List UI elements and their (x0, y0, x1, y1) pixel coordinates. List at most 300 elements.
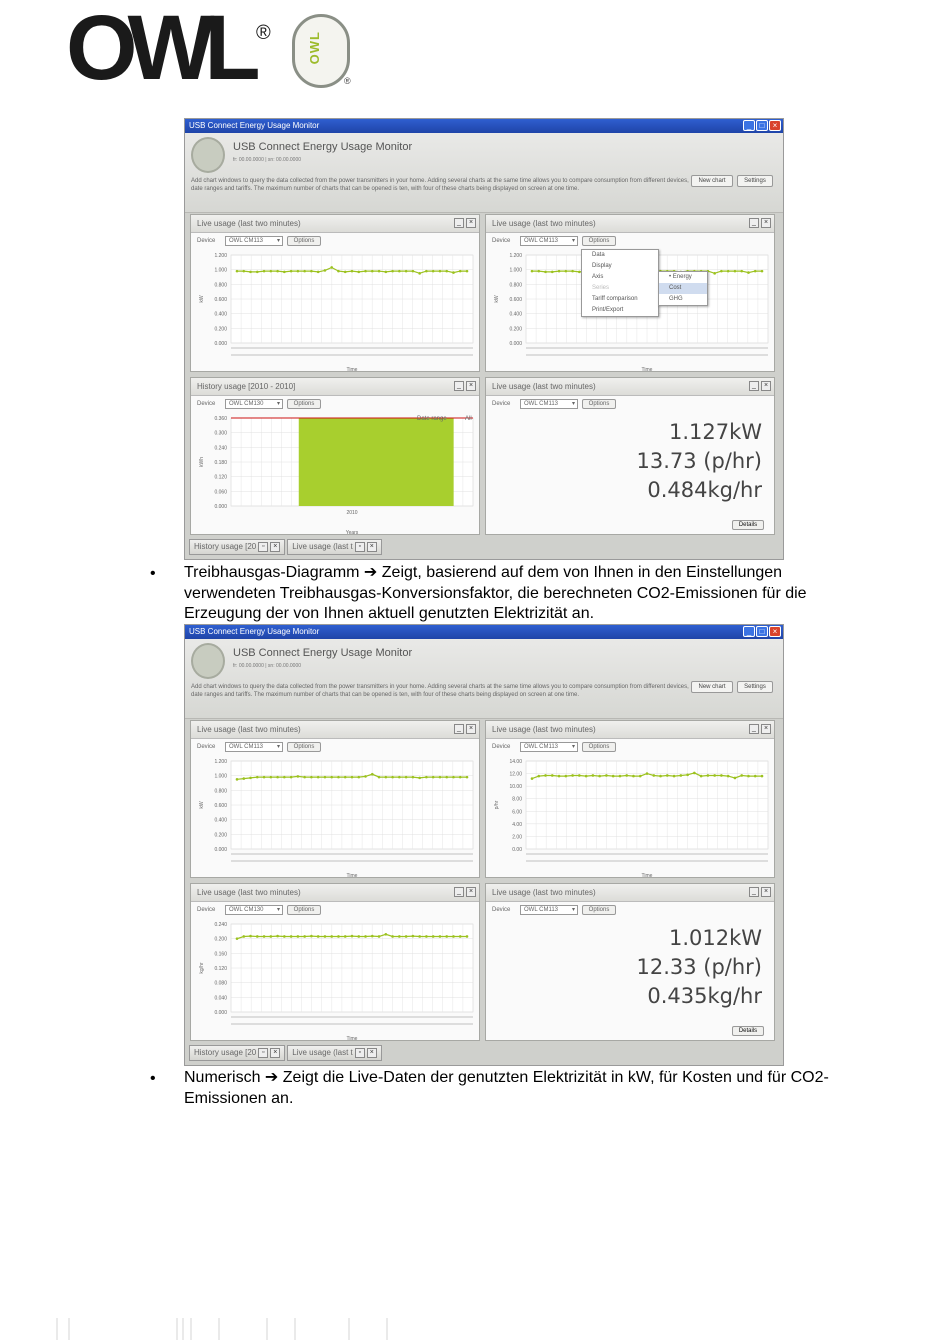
y-tick-label: 1.200 (214, 759, 227, 765)
data-point (686, 774, 689, 777)
owl-app-icon (191, 643, 225, 679)
device-label: Device (492, 401, 511, 407)
y-tick-label: 1.000 (214, 773, 227, 780)
data-point (236, 270, 239, 273)
data-point (357, 935, 360, 938)
data-point (571, 270, 574, 273)
restore-icon[interactable]: ▫ (355, 1048, 365, 1058)
device-select[interactable] (520, 399, 578, 409)
screenshot-app-window-2 (184, 624, 784, 1066)
y-tick-label: 0.080 (214, 980, 227, 987)
numeric-readout: 1.012kW (668, 926, 762, 950)
data-point (544, 271, 547, 274)
bullet-term-1: Treibhausgas-Diagramm (184, 564, 360, 581)
data-point (256, 271, 259, 274)
y-tick-label: 1.000 (509, 267, 522, 274)
panel-controls (454, 724, 476, 734)
panel-minimize-icon[interactable]: _ (749, 218, 759, 228)
chevron-down-icon: ▾ (571, 744, 575, 750)
data-point (283, 271, 286, 274)
y-tick-label: 0.000 (214, 341, 227, 347)
data-point (439, 935, 442, 938)
data-point (330, 776, 333, 779)
data-point (405, 270, 408, 273)
data-point (303, 270, 306, 273)
device-row (486, 741, 774, 755)
data-point (459, 270, 462, 273)
y-tick-label: 14.00 (509, 759, 522, 765)
data-point (236, 778, 239, 781)
submenu-item[interactable] (659, 272, 707, 283)
x-tick-labels-row (526, 860, 768, 862)
data-point (673, 775, 676, 778)
device-select[interactable] (520, 236, 578, 246)
x-axis-label: Years (345, 530, 359, 536)
panel-close-icon[interactable]: × (761, 887, 771, 897)
menu-item[interactable]: Data (592, 252, 605, 258)
data-point (263, 935, 266, 938)
data-point (425, 270, 428, 273)
y-axis-label: kW (494, 295, 500, 303)
x-tick-labels-row (526, 354, 768, 356)
options-button[interactable]: Options (582, 742, 616, 752)
data-point (337, 935, 340, 938)
window-controls (743, 626, 781, 637)
panel-minimize-icon[interactable]: _ (454, 724, 464, 734)
menu-item[interactable]: Series (592, 285, 610, 291)
panel-minimize-icon[interactable]: _ (749, 724, 759, 734)
panel-title: Live usage (last two minutes) (492, 382, 596, 391)
y-tick-label: 0.600 (509, 297, 522, 303)
data-point (652, 774, 655, 777)
details-button[interactable]: Details (732, 520, 764, 530)
device-select[interactable] (225, 905, 283, 915)
data-point (270, 935, 273, 938)
y-tick-label: 0.200 (214, 326, 227, 333)
submenu-item[interactable] (659, 283, 707, 294)
x-axis-label: Time (346, 1036, 358, 1042)
owl-logo (60, 0, 360, 99)
data-point (330, 935, 333, 938)
options-button[interactable]: Options (582, 905, 616, 915)
close-icon[interactable]: × (769, 120, 781, 131)
arrow-icon: ➔ (363, 564, 378, 581)
window-titlebar (185, 119, 783, 133)
chart-taskbar (189, 1045, 382, 1061)
device-label: Device (197, 238, 216, 244)
x-tick-labels-row (231, 347, 473, 349)
logo-badge-icon (292, 14, 350, 88)
panel-header (191, 721, 479, 739)
options-button[interactable]: Options (582, 236, 616, 246)
panel-header (486, 378, 774, 396)
owl-app-icon (191, 137, 225, 173)
x-tick-labels-row (526, 853, 768, 855)
data-point (317, 271, 320, 274)
app-version: fr: 00.00.0000 | sn: 00.00.0000 (233, 157, 302, 163)
y-tick-label: 2.00 (512, 834, 522, 841)
numeric-readout: 0.435kg/hr (647, 984, 762, 1008)
data-point (544, 774, 547, 777)
chart-panel (485, 377, 775, 535)
bullet-mark-1: • (150, 565, 156, 582)
device-row (486, 398, 774, 412)
data-point (646, 772, 649, 775)
device-row (486, 235, 774, 249)
device-label: Device (492, 238, 511, 244)
device-select-value: OWL CM130 (229, 907, 264, 913)
device-label: Device (197, 744, 216, 750)
y-tick-label: 0.200 (214, 832, 227, 839)
data-point (290, 270, 293, 273)
device-label: Device (492, 907, 511, 913)
device-label: Device (492, 744, 511, 750)
data-point (357, 271, 360, 274)
footer-decoration (50, 1318, 450, 1340)
chevron-down-icon: ▾ (571, 401, 575, 407)
panel-close-icon[interactable]: × (466, 381, 476, 391)
options-button[interactable]: Options (287, 905, 321, 915)
y-tick-label: 0.000 (214, 504, 227, 510)
restore-icon[interactable]: ▫ (258, 542, 268, 552)
panel-minimize-icon[interactable]: _ (454, 887, 464, 897)
date-range-label: Date range (417, 416, 447, 422)
device-row (191, 235, 479, 249)
y-tick-label: 1.200 (509, 253, 522, 259)
panel-close-icon[interactable]: × (761, 218, 771, 228)
new-chart-button[interactable]: New chart (691, 175, 733, 187)
tab-close-icon[interactable]: × (367, 542, 377, 552)
data-point (565, 775, 568, 778)
data-point (537, 270, 540, 273)
data-point (565, 270, 568, 273)
data-point (391, 776, 394, 779)
panel-close-icon[interactable]: × (466, 724, 476, 734)
data-point (270, 776, 273, 779)
data-point (713, 272, 716, 275)
y-axis-label: kg/hr (199, 962, 205, 974)
device-row (191, 398, 479, 412)
y-tick-label: 4.00 (512, 821, 522, 828)
x-tick-labels-row (231, 354, 473, 356)
y-tick-label: 0.200 (214, 936, 227, 943)
y-tick-label: 0.600 (214, 803, 227, 809)
data-point (452, 935, 455, 938)
window-titlebar (185, 625, 783, 639)
logo-wordmark: OWL (66, 0, 251, 99)
data-point (592, 774, 595, 777)
x-axis-label: Time (641, 367, 653, 373)
data-point (337, 270, 340, 273)
data-point (270, 270, 273, 273)
data-point (324, 269, 327, 272)
device-select-value: OWL CM113 (524, 401, 559, 407)
app-version: fr: 00.00.0000 | sn: 00.00.0000 (233, 663, 302, 669)
numeric-readout: 1.127kW (668, 420, 762, 444)
y-tick-label: 0.300 (214, 430, 227, 437)
device-select-value: OWL CM113 (524, 238, 559, 244)
data-point (693, 772, 696, 775)
x-tick-labels-row (231, 853, 473, 855)
chevron-down-icon: ▾ (276, 238, 280, 244)
panel-minimize-icon[interactable]: _ (454, 381, 464, 391)
options-button[interactable]: Options (287, 236, 321, 246)
data-point (459, 935, 462, 938)
minimize-icon[interactable]: _ (743, 120, 755, 131)
data-point (625, 774, 628, 777)
menu-item[interactable]: Print/Export (592, 307, 624, 313)
chart-panel (485, 883, 775, 1041)
data-point (351, 270, 354, 273)
data-point (558, 270, 561, 273)
data-point (242, 777, 245, 780)
data-point (439, 270, 442, 273)
chart-panel (190, 883, 480, 1041)
panel-title: Live usage (last two minutes) (492, 725, 596, 734)
panel-header (191, 215, 479, 233)
panel-title: Live usage (last two minutes) (197, 725, 301, 734)
menu-item[interactable]: Display (592, 263, 612, 269)
app-header (185, 133, 783, 213)
data-point (425, 935, 428, 938)
data-point (297, 270, 300, 273)
menu-item[interactable]: Axis (592, 274, 604, 280)
data-point (391, 270, 394, 273)
data-point (263, 270, 266, 273)
screenshot-app-window-1 (184, 118, 784, 560)
data-point (558, 775, 561, 778)
logo-badge-text: OWL (307, 31, 322, 65)
device-label: Device (197, 907, 216, 913)
tab-close-icon[interactable]: × (367, 1048, 377, 1058)
data-point (344, 776, 347, 779)
device-label: Device (197, 401, 216, 407)
numeric-readout: 12.33 (p/hr) (636, 955, 762, 979)
device-select[interactable] (225, 742, 283, 752)
data-point (585, 775, 588, 778)
data-point (659, 775, 662, 778)
panel-header (486, 215, 774, 233)
data-point (761, 270, 764, 273)
y-tick-label: 0.360 (214, 416, 227, 422)
data-point (357, 776, 360, 779)
options-button[interactable]: Options (287, 399, 321, 409)
y-tick-label: 0.180 (214, 460, 227, 466)
y-tick-label: 0.240 (214, 445, 227, 452)
data-point (412, 270, 415, 273)
panel-title: Live usage (last two minutes) (197, 888, 301, 897)
data-point (371, 270, 374, 273)
data-point (747, 271, 750, 274)
new-chart-button[interactable]: New chart (691, 681, 733, 693)
data-point (242, 270, 245, 273)
data-point (571, 774, 574, 777)
y-tick-label: 0.000 (214, 1010, 227, 1016)
x-tick-labels-row (526, 347, 768, 349)
data-point (734, 270, 737, 273)
data-point (466, 270, 469, 273)
settings-button[interactable]: Settings (737, 175, 773, 187)
window-controls (743, 120, 781, 131)
data-point (290, 935, 293, 938)
panel-minimize-icon[interactable]: _ (749, 887, 759, 897)
submenu-item[interactable] (659, 294, 707, 305)
device-select-value: OWL CM113 (524, 744, 559, 750)
window-title: USB Connect Energy Usage Monitor (189, 121, 320, 130)
data-point (531, 270, 534, 273)
y-axis-label: kWh (199, 457, 205, 467)
panel-close-icon[interactable]: × (761, 381, 771, 391)
device-select-value: OWL CM113 (524, 907, 559, 913)
data-point (754, 775, 757, 778)
device-select[interactable] (520, 905, 578, 915)
panel-title: Live usage (last two minutes) (492, 888, 596, 897)
panel-minimize-icon[interactable]: _ (454, 218, 464, 228)
bar (299, 418, 454, 506)
chevron-down-icon: ▾ (571, 907, 575, 913)
taskbar-tab[interactable] (287, 1045, 381, 1061)
chart-taskbar (189, 539, 382, 555)
device-row (191, 904, 479, 918)
data-point (432, 270, 435, 273)
device-select[interactable] (225, 399, 283, 409)
y-tick-label: 0.060 (214, 489, 227, 496)
data-point (317, 776, 320, 779)
y-tick-label: 8.00 (512, 796, 522, 803)
panel-controls (749, 218, 771, 228)
data-point (707, 774, 710, 777)
x-tick-labels-row (231, 1016, 473, 1018)
logo-badge-registered-mark: ® (344, 76, 351, 86)
close-icon[interactable]: × (769, 626, 781, 637)
chart-panel (485, 214, 775, 372)
minimize-icon[interactable]: _ (743, 626, 755, 637)
y-tick-label: 0.800 (214, 282, 227, 289)
device-select[interactable] (520, 742, 578, 752)
data-point (666, 774, 669, 777)
x-tick-labels-row (231, 1023, 473, 1025)
data-point (445, 935, 448, 938)
data-point (713, 774, 716, 777)
data-point (364, 935, 367, 938)
data-point (256, 935, 259, 938)
panel-close-icon[interactable]: × (466, 887, 476, 897)
data-point (720, 774, 723, 777)
y-tick-label: 0.800 (509, 282, 522, 289)
tab-close-icon[interactable]: × (270, 1048, 280, 1058)
details-button[interactable]: Details (732, 1026, 764, 1036)
device-select-value: OWL CM113 (229, 744, 264, 750)
options-button[interactable]: Options (582, 399, 616, 409)
taskbar-tab[interactable] (189, 1045, 285, 1061)
data-point (459, 776, 462, 779)
panel-controls (454, 887, 476, 897)
app-title: USB Connect Energy Usage Monitor (233, 141, 413, 153)
y-axis-label: p/hr (494, 800, 500, 810)
device-select[interactable] (225, 236, 283, 246)
y-axis-label: kW (199, 295, 205, 303)
y-tick-label: 0.400 (509, 311, 522, 318)
data-point (432, 776, 435, 779)
x-axis-label: Time (346, 873, 358, 879)
data-point (412, 776, 415, 779)
restore-icon[interactable]: ▫ (258, 1048, 268, 1058)
tab-close-icon[interactable]: × (270, 542, 280, 552)
panel-controls (749, 724, 771, 734)
bullet-desc-1: Zeigt, basierend auf dem von Ihnen in den Einstellungen verwendeten Treibhausgas-Konversionsfaktor, die berechneten CO2-Emissionen für die Erzeugung der von Ihnen aktuell genutzten Elektrizität an. (184, 564, 807, 622)
data-point (344, 271, 347, 274)
app-title: USB Connect Energy Usage Monitor (233, 647, 413, 659)
numeric-readout: 13.73 (p/hr) (636, 449, 762, 473)
data-point (405, 935, 408, 938)
app-header (185, 639, 783, 719)
panel-close-icon[interactable]: × (466, 218, 476, 228)
y-tick-label: 0.160 (214, 951, 227, 958)
submenu-item-label: Cost (669, 285, 682, 291)
panel-title: Live usage (last two minutes) (197, 219, 301, 228)
y-tick-label: 1.200 (214, 253, 227, 259)
x-axis-label: Time (641, 873, 653, 879)
data-point (639, 775, 642, 778)
data-point (371, 935, 374, 938)
data-point (391, 935, 394, 938)
data-point (720, 270, 723, 273)
data-point (398, 935, 401, 938)
data-point (439, 776, 442, 779)
options-button[interactable]: Options (287, 742, 321, 752)
data-point (761, 775, 764, 778)
menu-item[interactable]: Tariff comparison (592, 296, 638, 302)
panel-controls (454, 381, 476, 391)
options-dropdown-menu (581, 249, 659, 317)
data-point (385, 271, 388, 274)
data-point (754, 270, 757, 273)
date-range-value[interactable]: All (465, 416, 472, 422)
logo-registered-mark: ® (256, 22, 271, 44)
data-point (337, 776, 340, 779)
panel-close-icon[interactable]: × (761, 724, 771, 734)
y-tick-label: 0.200 (509, 326, 522, 333)
taskbar-tab-label: History usage [20 (194, 542, 257, 551)
y-tick-label: 0.240 (214, 922, 227, 928)
data-point (351, 776, 354, 779)
data-point (276, 270, 279, 273)
settings-button[interactable]: Settings (737, 681, 773, 693)
data-point (330, 266, 333, 269)
arrow-icon: ➔ (264, 1069, 279, 1086)
chart-panel (190, 377, 480, 535)
bullet-mark-2: • (150, 1070, 156, 1087)
maximize-icon[interactable]: □ (756, 120, 768, 131)
data-point (256, 776, 259, 779)
taskbar-tab[interactable] (189, 539, 285, 555)
panel-minimize-icon[interactable]: _ (749, 381, 759, 391)
data-point (531, 777, 534, 780)
data-point (378, 270, 381, 273)
device-select-value: OWL CM130 (229, 401, 264, 407)
restore-icon[interactable]: ▫ (355, 542, 365, 552)
maximize-icon[interactable]: □ (756, 626, 768, 637)
chart-svg (191, 249, 479, 373)
y-tick-label: 0.120 (214, 474, 227, 481)
data-point (371, 773, 374, 776)
y-tick-label: 6.00 (512, 809, 522, 816)
data-point (249, 935, 252, 938)
taskbar-tab-label: History usage [20 (194, 1048, 257, 1057)
panel-controls (454, 218, 476, 228)
data-point (242, 935, 245, 938)
taskbar-tab[interactable] (287, 539, 381, 555)
